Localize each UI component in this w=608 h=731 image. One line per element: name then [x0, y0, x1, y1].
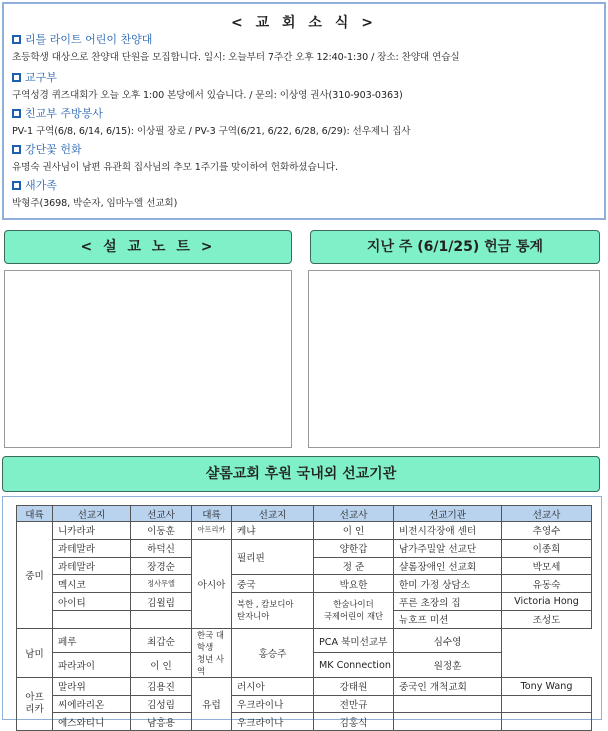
news-item — [12, 32, 600, 63]
cell: 중국 — [232, 575, 314, 593]
header-cell: 선교지 — [53, 506, 131, 522]
news-item-heading: 새가족 — [25, 179, 57, 192]
region-cell: 아프 리카 — [17, 677, 53, 730]
header-cell: 대륙 — [192, 506, 232, 522]
cell: 강태원 — [314, 677, 394, 695]
cell: 유동숙 — [502, 575, 592, 593]
table-row — [17, 522, 592, 540]
cell: 이 인 — [131, 653, 192, 678]
cell: 케냐 — [232, 522, 314, 540]
cell: PCA 북미선교부 — [314, 628, 394, 653]
cell: 조성도 — [502, 610, 592, 628]
cell: 페루 — [53, 628, 131, 653]
cell: 한국 대학생 청년 사역 — [192, 628, 232, 677]
cell: 한숨나이더 국제어린이 재단 — [314, 593, 394, 629]
cell: 김윌림 — [131, 593, 192, 611]
header-cell: 선교지 — [232, 506, 314, 522]
cell: 과테말라 — [53, 539, 131, 557]
missions-table-panel — [2, 496, 602, 729]
header-cell: 선교기관 — [394, 506, 502, 522]
square-bullet-icon — [12, 145, 21, 154]
cell: 푸른 초장의 집 — [394, 593, 502, 611]
cell: MK Connection — [314, 653, 394, 678]
cell — [53, 610, 131, 628]
cell: 장경순 — [131, 557, 192, 575]
cell: 씨에라리온 — [53, 695, 131, 713]
news-item-text: PV-1 구역(6/8, 6/14, 6/15): 이상필 장로 / PV-3 구역(6/21, 6/22, 6/28, 6/29): 선우제니 집사 — [12, 126, 411, 137]
region-cell: 아프리카 — [192, 522, 232, 540]
cell: Victoria Hong — [502, 593, 592, 611]
cell — [502, 713, 592, 731]
cell: 홍승주 — [232, 628, 314, 677]
news-item-text: 박형주(3698, 박순자, 임마누엘 선교회) — [12, 198, 178, 209]
news-item — [12, 142, 600, 173]
cell: 정 준 — [314, 557, 394, 575]
offering-stats-heading: 지난 주 (6/1/25) 헌금 통계 — [310, 230, 600, 264]
cell: 남가주밀알 선교단 — [394, 539, 502, 557]
cell: 이 인 — [314, 522, 394, 540]
cell: 정사무엘 — [131, 575, 192, 593]
table-row — [17, 593, 592, 611]
cell: 북한 , 캄보디아 탄자니아 — [232, 593, 314, 629]
news-item-text: 유명숙 권사님이 남편 유관희 집사님의 추모 1주기를 맞이하여 헌화하셨습니다. — [12, 162, 338, 173]
cell: 과테말라 — [53, 557, 131, 575]
cell: 김용진 — [131, 677, 192, 695]
cell: 필리핀 — [232, 539, 314, 575]
region-cell: 중미 — [17, 522, 53, 629]
table-row — [17, 575, 592, 593]
news-item-heading: 친교부 주방봉사 — [25, 107, 103, 120]
cell — [502, 695, 592, 713]
cell: 우크라이나 — [232, 695, 314, 713]
table-header-row — [17, 506, 592, 522]
news-item — [12, 178, 600, 209]
square-bullet-icon — [12, 181, 21, 190]
church-news-panel — [2, 2, 606, 220]
square-bullet-icon — [12, 35, 21, 44]
cell: 이동훈 — [131, 522, 192, 540]
cell: 박요한 — [314, 575, 394, 593]
cell: 러시아 — [232, 677, 314, 695]
square-bullet-icon — [12, 73, 21, 82]
table-row — [17, 628, 592, 653]
header-cell: 선교사 — [314, 506, 394, 522]
cell: 중국인 개척교회 — [394, 677, 502, 695]
header-cell: 선교사 — [131, 506, 192, 522]
news-item-text: 초등학생 대상으로 찬양대 단원을 모집합니다. 일시: 오늘부터 7주간 오후 12:40-1:30 / 장소: 찬양대 연습실 — [12, 52, 460, 63]
cell: Tony Wang — [502, 677, 592, 695]
cell — [394, 695, 502, 713]
cell: 아이티 — [53, 593, 131, 611]
table-row — [17, 677, 592, 695]
region-cell: 유럽 — [192, 677, 232, 730]
news-item-heading: 리틀 라이트 어린이 찬양대 — [25, 33, 153, 46]
cell: 하덕신 — [131, 539, 192, 557]
cell: 원정훈 — [394, 653, 502, 678]
news-item — [12, 70, 600, 101]
cell: 니카라과 — [53, 522, 131, 540]
news-item-heading: 교구부 — [25, 71, 57, 84]
cell: 김홍식 — [314, 713, 394, 731]
cell: 에스와티니 — [53, 713, 131, 731]
square-bullet-icon — [12, 109, 21, 118]
cell: 최갑순 — [131, 628, 192, 653]
cell: 양한갑 — [314, 539, 394, 557]
table-row — [17, 695, 592, 713]
cell: 말라위 — [53, 677, 131, 695]
cell: 이종희 — [502, 539, 592, 557]
cell: 심수영 — [394, 628, 502, 653]
sermon-notes-heading: < 설 교 노 트 > — [4, 230, 292, 264]
cell: 우크라이나 — [232, 713, 314, 731]
missions-table — [16, 505, 592, 731]
cell: 멕시코 — [53, 575, 131, 593]
news-item — [12, 106, 600, 137]
cell: 남흥용 — [131, 713, 192, 731]
table-row — [17, 713, 592, 731]
region-cell: 아시아 — [192, 539, 232, 628]
news-title: < 교 회 소 식 > — [231, 15, 377, 31]
offering-stats-box — [308, 270, 600, 448]
cell: 전만규 — [314, 695, 394, 713]
news-item-text: 구역성경 퀴즈대회가 오늘 오후 1:00 본당에서 있습니다. / 문의: 이상영 권사(310-903-0363) — [12, 90, 403, 101]
cell: 샬롬장애인 선교회 — [394, 557, 502, 575]
news-item-heading: 강단꽃 헌화 — [25, 143, 82, 156]
cell: 비전시각장애 센터 — [394, 522, 502, 540]
cell: 김성림 — [131, 695, 192, 713]
cell: 뉴호프 미션 — [394, 610, 502, 628]
cell: 박모세 — [502, 557, 592, 575]
cell — [394, 713, 502, 731]
missions-banner: 샬롬교회 후원 국내외 선교기관 — [2, 456, 600, 492]
cell — [131, 610, 192, 628]
region-cell: 남미 — [17, 628, 53, 677]
sermon-notes-box — [4, 270, 292, 448]
cell: 추영수 — [502, 522, 592, 540]
cell: 파라과이 — [53, 653, 131, 678]
table-row — [17, 539, 592, 557]
header-cell: 대륙 — [17, 506, 53, 522]
header-cell: 선교사 — [502, 506, 592, 522]
cell: 한미 가정 상담소 — [394, 575, 502, 593]
